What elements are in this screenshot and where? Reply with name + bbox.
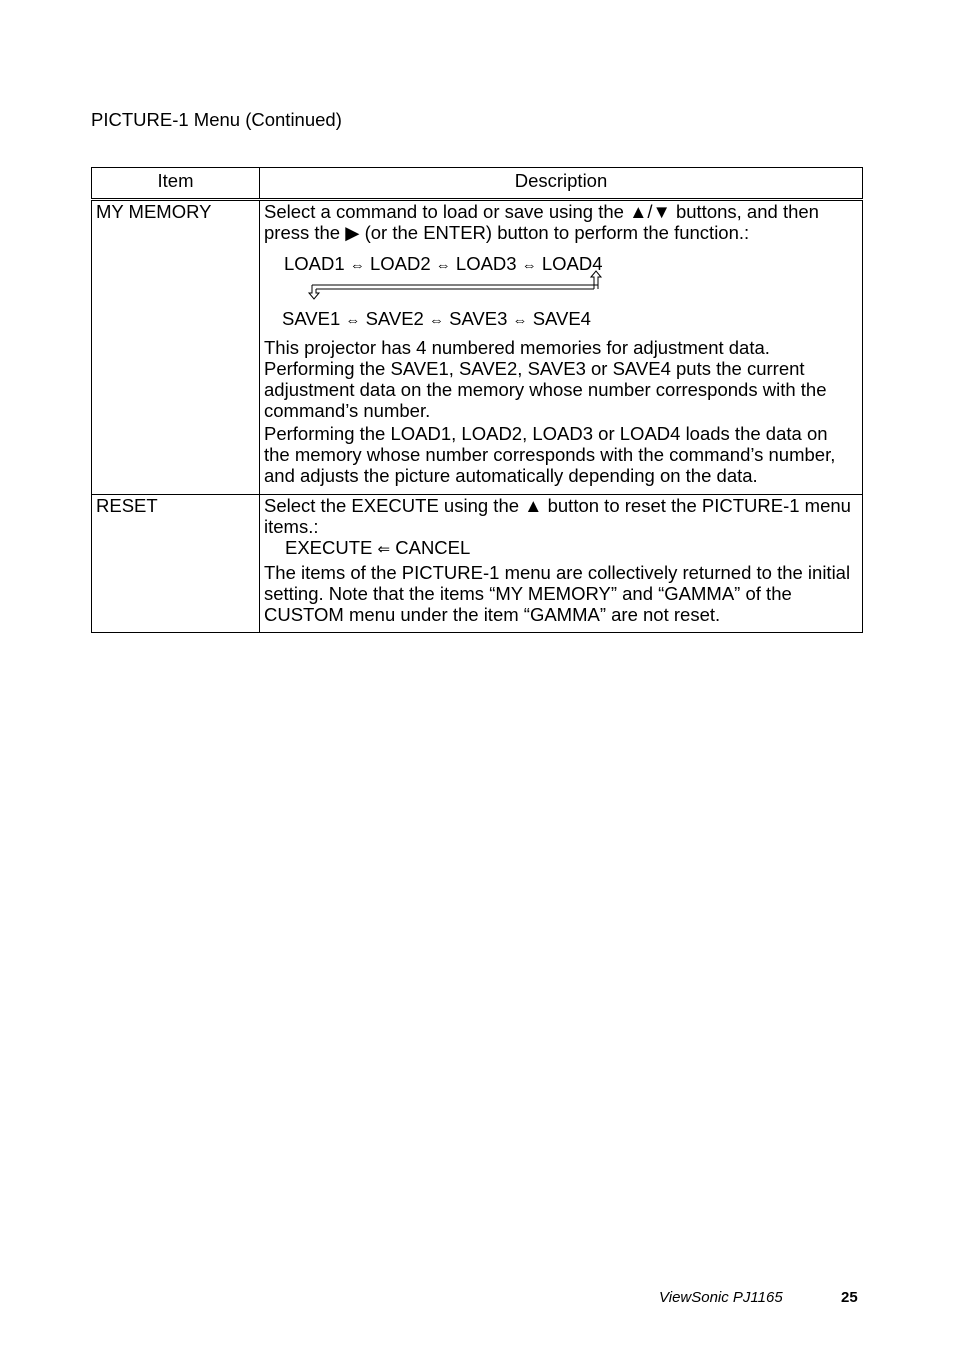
footer-brand: ViewSonic PJ1165 [659, 1289, 783, 1306]
execute-label: EXECUTE [285, 537, 373, 558]
execute-cancel-sequence [264, 537, 858, 560]
double-arrow-icon: ⇔ [435, 257, 451, 274]
table-row-my-memory [92, 200, 863, 495]
column-header-item: Item [92, 168, 260, 200]
load1-label: LOAD1 [284, 253, 345, 274]
double-arrow-icon: ⇔ [349, 257, 365, 274]
save-sequence [282, 308, 591, 331]
double-arrow-icon: ⇔ [521, 257, 537, 274]
my-memory-paragraph-2: Performing the LOAD1, LOAD2, LOAD3 or LOAD4 loads the data on the memory whose number corresponds with the command’s number, and adjusts the picture automatically depending on the data. [264, 423, 836, 486]
save4-label: SAVE4 [532, 308, 591, 329]
column-header-description: Description [260, 168, 863, 200]
load4-label: LOAD4 [541, 253, 603, 274]
reset-paragraph-1: The items of the PICTURE-1 menu are collectively returned to the initial setting. Note that the items “MY MEMORY” and “GAMMA” of the CUSTOM menu under the item “GAMMA” are not reset. [264, 562, 851, 625]
save1-label: SAVE1 [282, 308, 341, 329]
my-memory-intro: Select a command to load or save using the ▲/▼ buttons, and then press the ▶ (or the ENTER) button to perform the function.: [264, 201, 819, 243]
double-arrow-icon: ⇔ [512, 312, 528, 329]
load2-label: LOAD2 [369, 253, 431, 274]
picture-menu-table [91, 167, 863, 633]
description-cell-reset [260, 495, 863, 633]
wrap-around-arrow-icon [304, 269, 644, 309]
load-save-cycle-diagram [264, 243, 858, 351]
my-memory-paragraph-1: This projector has 4 numbered memories for adjustment data. Performing the SAVE1, SAVE2, SAVE3 or SAVE4 puts the current adjustment data on the memory whose number corresponds with the command’s number. [264, 337, 827, 421]
page-number: 25 [841, 1289, 858, 1306]
save2-label: SAVE2 [365, 308, 424, 329]
item-cell-my-memory: MY MEMORY [92, 200, 260, 495]
save3-label: SAVE3 [449, 308, 508, 329]
cancel-label: CANCEL [395, 537, 471, 558]
page-heading: PICTURE-1 Menu (Continued) [91, 109, 342, 130]
double-arrow-icon: ⇔ [428, 312, 444, 329]
load3-label: LOAD3 [455, 253, 517, 274]
item-cell-reset: RESET [92, 495, 260, 633]
reset-intro: Select the EXECUTE using the ▲ button to reset the PICTURE-1 menu items.: [264, 495, 851, 537]
description-cell-my-memory [260, 200, 863, 495]
left-arrow-icon: ⇐ [377, 541, 391, 558]
double-arrow-icon: ⇔ [345, 312, 361, 329]
table-row-reset [92, 495, 863, 633]
